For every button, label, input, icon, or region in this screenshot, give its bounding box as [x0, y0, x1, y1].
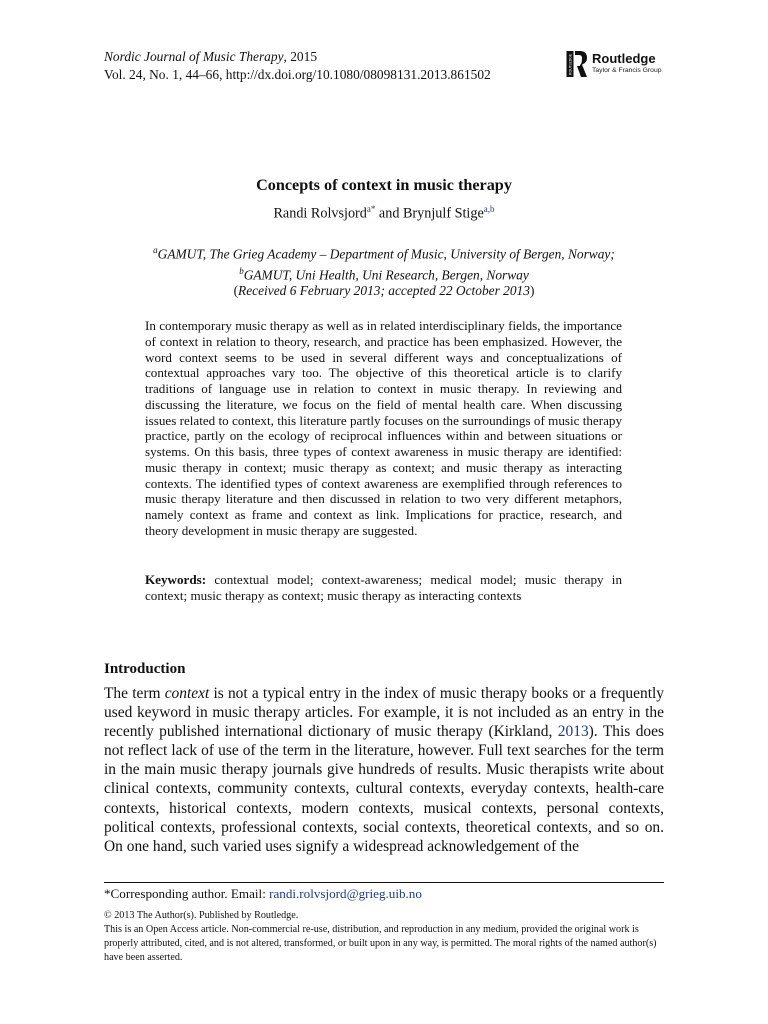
- routledge-logo-icon: [566, 50, 588, 78]
- corresponding-email-link[interactable]: randi.rolvsjord@grieg.uib.no: [269, 886, 422, 901]
- author-line: [0, 204, 768, 223]
- abstract: In contemporary music therapy as well as in related interdisciplinary fields, the importance of context in relation to theory, research, and practice has been emphasized. However, the word context seems to be used in several different ways and conceptualizations of contextual approaches vary too. The objective of this theoretical article is to clarify traditions of language use in relation to context in music therapy. In reviewing and discussing the literature, we focus on the field of mental health care. When discussing issues related to context, this literature partly focuses on the surroundings of music therapy practice, partly on the ecology of reciprocal influences within and between situations or systems. On this basis, three types of context awareness in music therapy are identified: music therapy in context; music therapy as context; and music therapy as interacting contexts. The identified types of context awareness are exemplified through references to music therapy literature and then discussed in relation to two very different metaphors, namely context as frame and context as link. Implications for practice, research, and theory development in music therapy are suggested.: [145, 318, 622, 538]
- keywords: [145, 572, 622, 603]
- section-heading-introduction: Introduction: [104, 661, 186, 677]
- author-separator: and: [375, 205, 403, 222]
- keywords-list: contextual model; context-awareness; medical model; music therapy in context; music therapy as context; music therapy as interacting contexts: [145, 572, 622, 603]
- routledge-logo-vertical-text: ROUTLEDGE: [568, 53, 573, 75]
- affiliation-a-text: GAMUT, The Grieg Academy – Department of Music, University of Bergen, Norway;: [157, 246, 615, 262]
- affiliation-b: [110, 263, 658, 284]
- article-title: Concepts of context in music therapy: [256, 176, 512, 194]
- author-1: Randi Rolvsjord: [273, 205, 367, 222]
- citation-link-kirkland[interactable]: 2013: [557, 723, 589, 741]
- copyright-line: © 2013 The Author(s). Published by Routledge.: [104, 910, 299, 921]
- corresponding-label: *Corresponding author. Email:: [104, 886, 270, 901]
- corresponding-star: *: [370, 204, 376, 214]
- journal-name: Nordic Journal of Music Therapy: [104, 49, 284, 64]
- journal-volume-doi: Vol. 24, No. 1, 44–66, http://dx.doi.org/10.1080/08098131.2013.861502: [104, 67, 491, 82]
- affiliations: [110, 242, 658, 284]
- affiliation-a-sup: a: [153, 245, 158, 255]
- journal-year: , 2015: [283, 49, 318, 64]
- author-1-affil-sup: a: [366, 204, 371, 214]
- affiliation-b-sup: b: [239, 265, 244, 276]
- publisher-name: Routledge: [592, 51, 656, 66]
- license-text: This is an Open Access article. Non-commercial re-use, distribution, and reproduction in any medium, provided the original work is properly attributed, cited, and is not altered, transformed, or built upon in any way, is permitted. The moral rights of the named author(s) have been asserted.: [104, 924, 657, 963]
- footnote-divider: [104, 882, 664, 883]
- affiliation-b-text: GAMUT, Uni Health, Uni Research, Bergen, Norway: [243, 267, 529, 283]
- received-text: Received 6 February 2013; accepted 22 October 2013: [238, 283, 530, 298]
- journal-title-line: [104, 48, 491, 66]
- keywords-label: Keywords:: [145, 572, 207, 587]
- intro-term-context: context: [164, 685, 210, 702]
- license-block: [104, 909, 666, 965]
- intro-text-3: ). This does not reflect lack of use of the term in the literature, however. Full text searches for the term in the main music therapy journals give hundreds of results. Music therapists write about clinical contexts, community contexts, cultural contexts, everyday contexts, health-care contexts, historical contexts, modern contexts, musical contexts, personal contexts, political contexts, professional contexts, social contexts, theoretical contexts, and so on. On one hand, such varied uses signify a widespread acknowledgement of the: [104, 723, 665, 855]
- intro-text-2: is not a typical entry in the index of music therapy books or a frequently used keyword in music therapy articles. For example, it is not included as an entry in the recently published international dictionary of music therapy (Kirkland,: [104, 685, 664, 741]
- author-2-affil-link[interactable]: a,b: [483, 204, 495, 214]
- intro-text-1: The term: [104, 685, 165, 702]
- author-2: Brynjulf Stige: [402, 205, 484, 222]
- publisher-logo: [566, 50, 676, 80]
- introduction-paragraph: [104, 684, 664, 856]
- received-dates: (Received 6 February 2013; accepted 22 October 2013): [233, 283, 535, 298]
- journal-header: [104, 48, 491, 84]
- affiliation-a: [110, 242, 658, 263]
- publisher-subtitle: Taylor & Francis Group: [592, 67, 662, 74]
- corresponding-author-note: [104, 886, 422, 902]
